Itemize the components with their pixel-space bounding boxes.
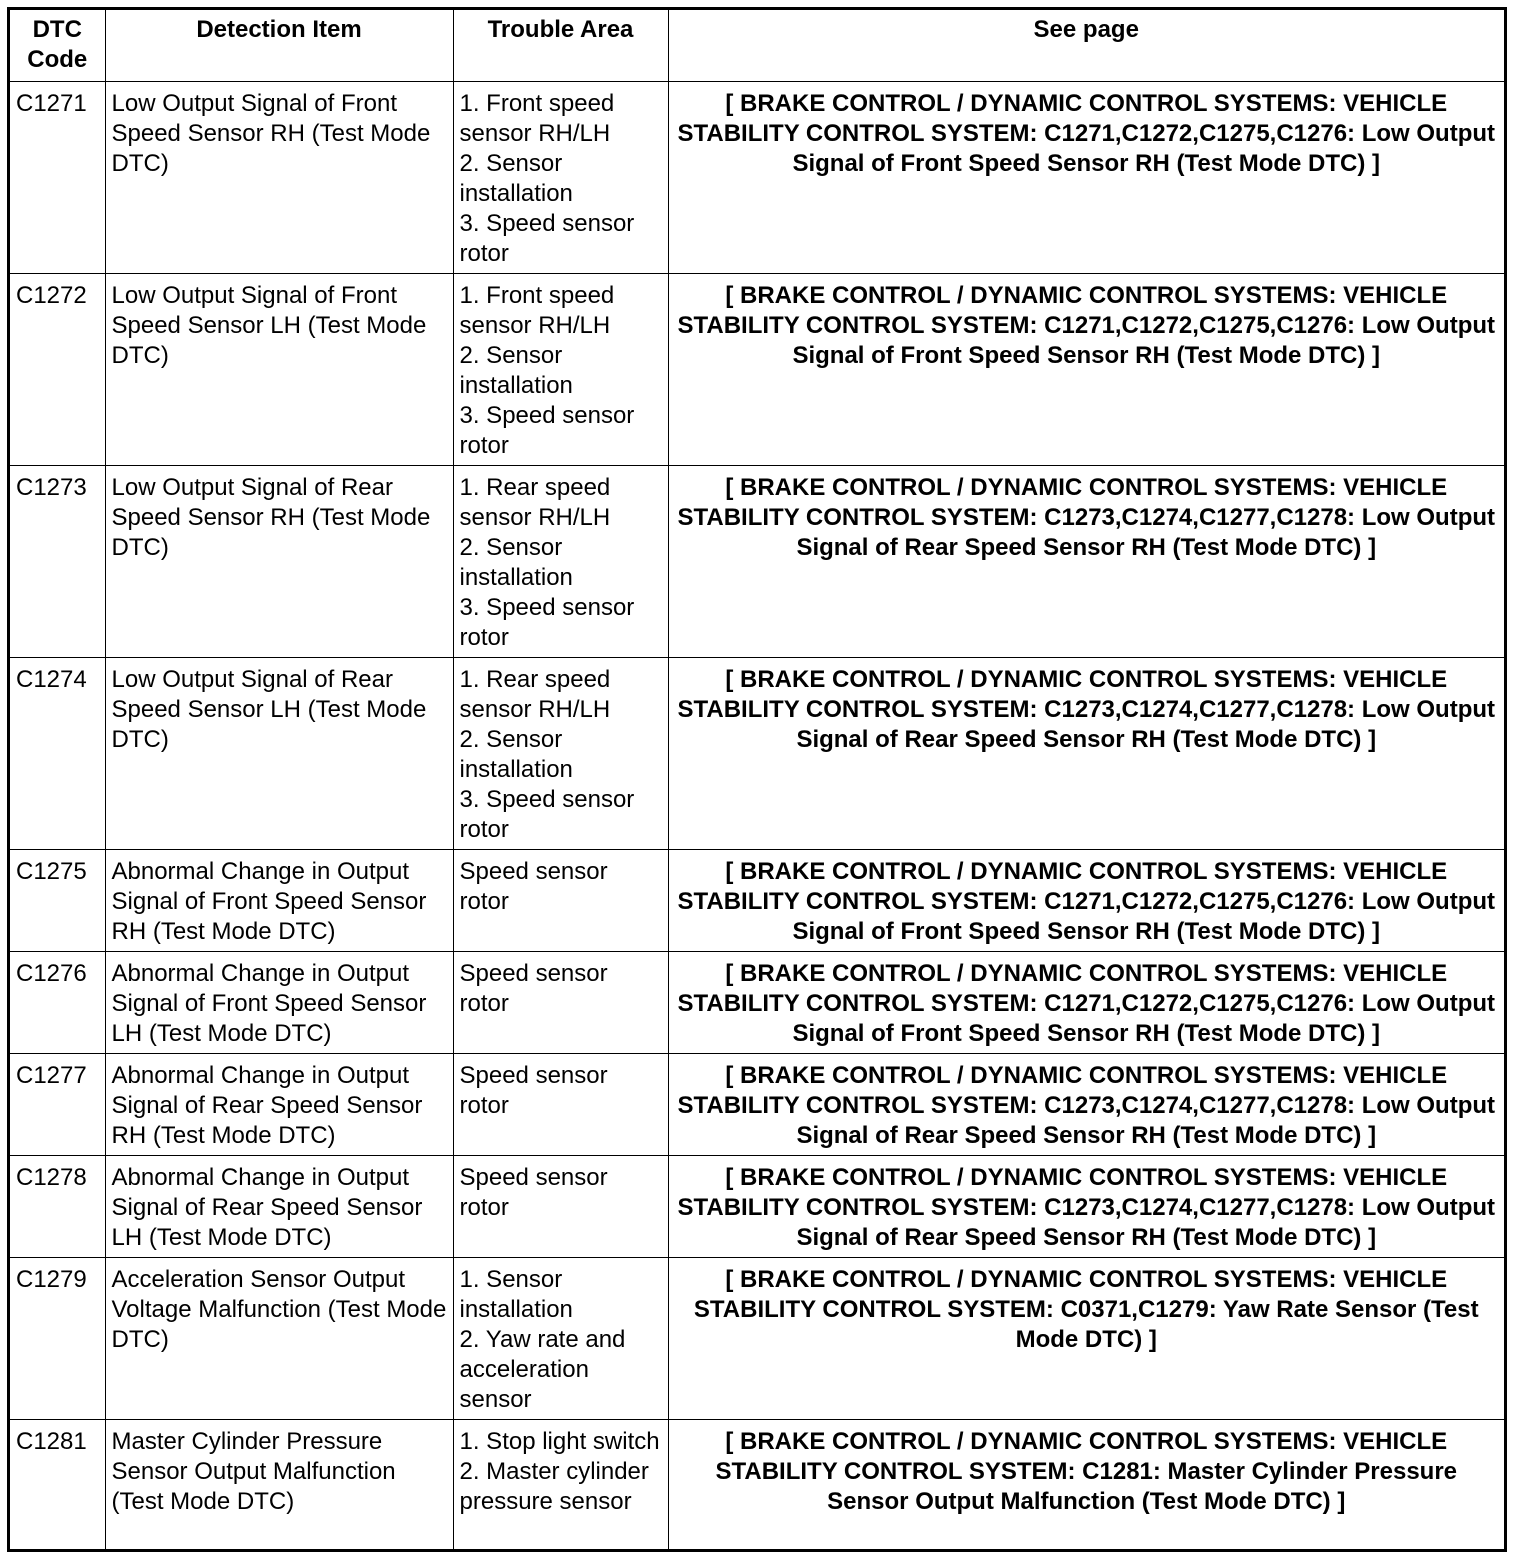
dtc-table: [10, 10, 1504, 1549]
see-page-link[interactable]: [ BRAKE CONTROL / DYNAMIC CONTROL SYSTEMS: VEHICLE STABILITY CONTROL SYSTEM: C1273,C1274,C1277,C1278: Low Output Signal of Rear Speed Sensor RH (Test Mode DTC) ]: [668, 1053, 1504, 1155]
see-page-link[interactable]: [ BRAKE CONTROL / DYNAMIC CONTROL SYSTEMS: VEHICLE STABILITY CONTROL SYSTEM: C1271,C1272,C1275,C1276: Low Output Signal of Front Speed Sensor RH (Test Mode DTC) ]: [668, 81, 1504, 273]
header-trouble-area: Trouble Area: [453, 10, 668, 81]
table-row: [10, 849, 1504, 951]
detection-item: Low Output Signal of Front Speed Sensor RH (Test Mode DTC): [105, 81, 453, 273]
dtc-code: C1279: [10, 1257, 105, 1419]
trouble-area: [453, 657, 668, 849]
dtc-code: C1281: [10, 1419, 105, 1549]
dtc-code: C1274: [10, 657, 105, 849]
detection-item: Abnormal Change in Output Signal of Rear Speed Sensor LH (Test Mode DTC): [105, 1155, 453, 1257]
dtc-code: C1275: [10, 849, 105, 951]
detection-item: Abnormal Change in Output Signal of Front Speed Sensor RH (Test Mode DTC): [105, 849, 453, 951]
detection-item: Abnormal Change in Output Signal of Front Speed Sensor LH (Test Mode DTC): [105, 951, 453, 1053]
trouble-area-line: 2. Sensor installation: [459, 725, 573, 783]
trouble-area-line: 1. Rear speed sensor RH/LH: [459, 473, 611, 531]
header-see-page: See page: [668, 10, 1504, 81]
detection-item: Low Output Signal of Rear Speed Sensor RH (Test Mode DTC): [105, 465, 453, 657]
trouble-area-line: 2. Master cylinder pressure sensor: [459, 1457, 649, 1515]
trouble-area: [453, 273, 668, 465]
trouble-area-line: 1. Front speed sensor RH/LH: [459, 89, 615, 147]
dtc-table-frame: [7, 7, 1507, 1552]
trouble-area-line: 3. Speed sensor rotor: [459, 401, 635, 459]
trouble-area-line: 2. Sensor installation: [459, 341, 573, 399]
header-detection-item: Detection Item: [105, 10, 453, 81]
trouble-area: [453, 951, 668, 1053]
trouble-area-line: Speed sensor rotor: [459, 959, 608, 1017]
trouble-area-line: 1. Front speed sensor RH/LH: [459, 281, 615, 339]
table-row: [10, 1053, 1504, 1155]
dtc-code: C1277: [10, 1053, 105, 1155]
dtc-code: C1273: [10, 465, 105, 657]
see-page-link[interactable]: [ BRAKE CONTROL / DYNAMIC CONTROL SYSTEMS: VEHICLE STABILITY CONTROL SYSTEM: C1273,C1274,C1277,C1278: Low Output Signal of Rear Speed Sensor RH (Test Mode DTC) ]: [668, 465, 1504, 657]
see-page-link[interactable]: [ BRAKE CONTROL / DYNAMIC CONTROL SYSTEMS: VEHICLE STABILITY CONTROL SYSTEM: C1271,C1272,C1275,C1276: Low Output Signal of Front Speed Sensor RH (Test Mode DTC) ]: [668, 849, 1504, 951]
trouble-area-line: Speed sensor rotor: [459, 1163, 608, 1221]
trouble-area-line: 3. Speed sensor rotor: [459, 209, 635, 267]
see-page-link[interactable]: [ BRAKE CONTROL / DYNAMIC CONTROL SYSTEMS: VEHICLE STABILITY CONTROL SYSTEM: C1273,C1274,C1277,C1278: Low Output Signal of Rear Speed Sensor RH (Test Mode DTC) ]: [668, 657, 1504, 849]
table-row: [10, 1257, 1504, 1419]
trouble-area: [453, 465, 668, 657]
table-row: [10, 273, 1504, 465]
trouble-area-line: Speed sensor rotor: [459, 857, 608, 915]
table-row: [10, 1155, 1504, 1257]
detection-item: Abnormal Change in Output Signal of Rear Speed Sensor RH (Test Mode DTC): [105, 1053, 453, 1155]
see-page-link[interactable]: [ BRAKE CONTROL / DYNAMIC CONTROL SYSTEMS: VEHICLE STABILITY CONTROL SYSTEM: C1281: Master Cylinder Pressure Sensor Output Malfunction (Test Mode DTC) ]: [668, 1419, 1504, 1549]
trouble-area-line: 1. Stop light switch: [459, 1427, 660, 1455]
detection-item: Master Cylinder Pressure Sensor Output Malfunction (Test Mode DTC): [105, 1419, 453, 1549]
trouble-area: [453, 1419, 668, 1549]
see-page-link[interactable]: [ BRAKE CONTROL / DYNAMIC CONTROL SYSTEMS: VEHICLE STABILITY CONTROL SYSTEM: C1271,C1272,C1275,C1276: Low Output Signal of Front Speed Sensor RH (Test Mode DTC) ]: [668, 273, 1504, 465]
trouble-area-line: 2. Yaw rate and acceleration sensor: [459, 1325, 626, 1413]
dtc-code: C1272: [10, 273, 105, 465]
dtc-code: C1276: [10, 951, 105, 1053]
trouble-area-line: Speed sensor rotor: [459, 1061, 608, 1119]
trouble-area-line: 2. Sensor installation: [459, 533, 573, 591]
dtc-code: C1278: [10, 1155, 105, 1257]
table-row: [10, 81, 1504, 273]
trouble-area-line: 3. Speed sensor rotor: [459, 593, 635, 651]
table-row: [10, 657, 1504, 849]
trouble-area-line: 3. Speed sensor rotor: [459, 785, 635, 843]
table-row: [10, 465, 1504, 657]
trouble-area-line: 1. Sensor installation: [459, 1265, 573, 1323]
trouble-area: [453, 1257, 668, 1419]
see-page-link[interactable]: [ BRAKE CONTROL / DYNAMIC CONTROL SYSTEMS: VEHICLE STABILITY CONTROL SYSTEM: C1271,C1272,C1275,C1276: Low Output Signal of Front Speed Sensor RH (Test Mode DTC) ]: [668, 951, 1504, 1053]
header-row: [10, 10, 1504, 81]
table-row: [10, 1419, 1504, 1549]
trouble-area: [453, 1155, 668, 1257]
header-dtc-code: DTC Code: [10, 10, 105, 81]
trouble-area-line: 1. Rear speed sensor RH/LH: [459, 665, 611, 723]
detection-item: Acceleration Sensor Output Voltage Malfunction (Test Mode DTC): [105, 1257, 453, 1419]
see-page-link[interactable]: [ BRAKE CONTROL / DYNAMIC CONTROL SYSTEMS: VEHICLE STABILITY CONTROL SYSTEM: C0371,C1279: Yaw Rate Sensor (Test Mode DTC) ]: [668, 1257, 1504, 1419]
see-page-link[interactable]: [ BRAKE CONTROL / DYNAMIC CONTROL SYSTEMS: VEHICLE STABILITY CONTROL SYSTEM: C1273,C1274,C1277,C1278: Low Output Signal of Rear Speed Sensor RH (Test Mode DTC) ]: [668, 1155, 1504, 1257]
detection-item: Low Output Signal of Rear Speed Sensor LH (Test Mode DTC): [105, 657, 453, 849]
trouble-area: [453, 1053, 668, 1155]
table-row: [10, 951, 1504, 1053]
trouble-area: [453, 81, 668, 273]
trouble-area: [453, 849, 668, 951]
detection-item: Low Output Signal of Front Speed Sensor LH (Test Mode DTC): [105, 273, 453, 465]
dtc-code: C1271: [10, 81, 105, 273]
trouble-area-line: 2. Sensor installation: [459, 149, 573, 207]
